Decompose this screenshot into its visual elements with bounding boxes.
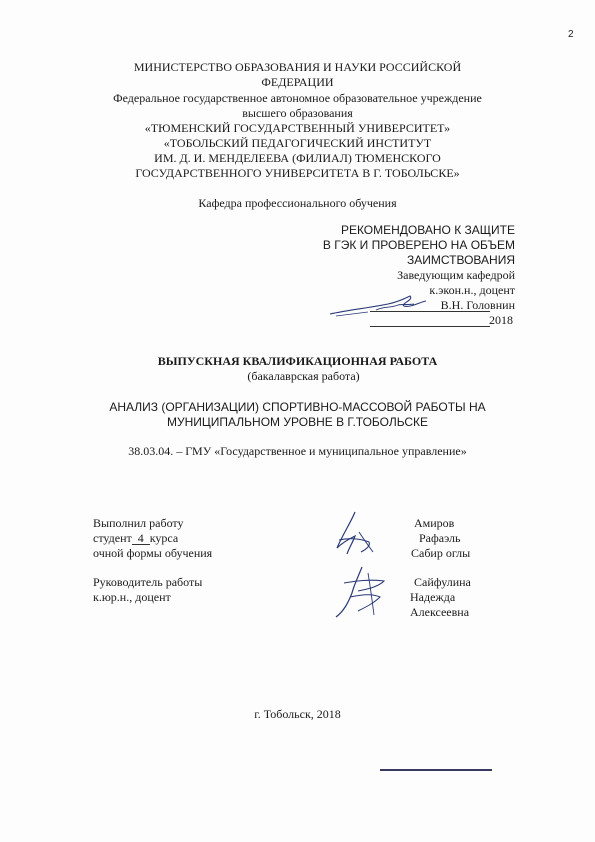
header-education-level: высшего образования	[242, 106, 353, 120]
approval-degree: к.экон.н., доцент	[429, 283, 515, 297]
topic-line2: МУНИЦИПАЛЬНОМ УРОВНЕ В Г.ТОБОЛЬСКЕ	[166, 415, 428, 429]
approval-line3: ЗАИМСТВОВАНИЯ	[407, 253, 515, 267]
header-ministry-line2: ФЕДЕРАЦИИ	[261, 75, 334, 89]
header-university: «ТЮМЕНСКИЙ ГОСУДАРСТВЕННЫЙ УНИВЕРСИТЕТ»	[144, 121, 451, 135]
header-institute: «ТОБОЛЬСКИЙ ПЕДАГОГИЧЕСКИЙ ИНСТИТУТ	[163, 136, 432, 150]
approval-year: 2018	[489, 313, 513, 327]
place-year: г. Тобольск, 2018	[254, 707, 341, 721]
supervisor-signature-icon	[328, 563, 398, 621]
author-patronymic: Сабир оглы	[411, 546, 471, 560]
scan-artifact-line	[380, 769, 492, 771]
approval-head-name: В.Н. Головнин	[440, 298, 515, 312]
department: Кафедра профессионального обучения	[198, 196, 397, 210]
approval-head-title: Заведующим кафедрой	[397, 268, 515, 282]
specialty: 38.03.04. – ГМУ «Государственное и муниципальное управление»	[128, 444, 467, 458]
supervisor-patronymic: Алексеевна	[410, 605, 470, 619]
supervisor-first-name: Надежда	[410, 590, 456, 604]
author-course-prefix: студент	[93, 531, 132, 545]
author-course-number: 4	[132, 532, 150, 545]
author-surname: Амиров	[414, 516, 455, 530]
author-label: Выполнил работу	[93, 516, 184, 530]
author-course-suffix: курса	[149, 531, 179, 545]
work-subtype: (бакалаврская работа)	[247, 369, 360, 383]
author-signature-icon	[325, 508, 385, 558]
supervisor-label: Руководитель работы	[93, 575, 203, 589]
author-study-form: очной формы обучения	[93, 546, 213, 560]
author-course	[93, 531, 178, 546]
head-signature-icon	[328, 292, 438, 320]
page-number: 2	[568, 29, 574, 40]
work-type: ВЫПУСКНАЯ КВАЛИФИКАЦИОННАЯ РАБОТА	[157, 354, 438, 368]
header-university-city: ГОСУДАРСТВЕННОГО УНИВЕРСИТЕТА В Г. ТОБОЛЬСКЕ»	[135, 166, 460, 180]
header-ministry-line1: МИНИСТЕРСТВО ОБРАЗОВАНИЯ И НАУКИ РОССИЙСКОЙ	[133, 60, 462, 74]
supervisor-surname: Сайфулина	[414, 575, 471, 589]
approval-line1: РЕКОМЕНДОВАНО К ЗАЩИТЕ	[340, 223, 515, 237]
header-branch: ИМ. Д. И. МЕНДЕЛЕЕВА (ФИЛИАЛ) ТЮМЕНСКОГО	[154, 151, 441, 165]
approval-line2: В ГЭК И ПРОВЕРЕНО НА ОБЪЕМ	[322, 238, 515, 252]
topic-line1: АНАЛИЗ (ОРГАНИЗАЦИИ) СПОРТИВНО-МАССОВОЙ РАБОТЫ НА	[109, 400, 486, 414]
author-first-name: Рафаэль	[419, 531, 461, 545]
header-institution-type: Федеральное государственное автономное образовательное учреждение	[113, 91, 482, 105]
approval-date-line	[370, 326, 490, 327]
supervisor-degree: к.юр.н., доцент	[93, 590, 171, 604]
